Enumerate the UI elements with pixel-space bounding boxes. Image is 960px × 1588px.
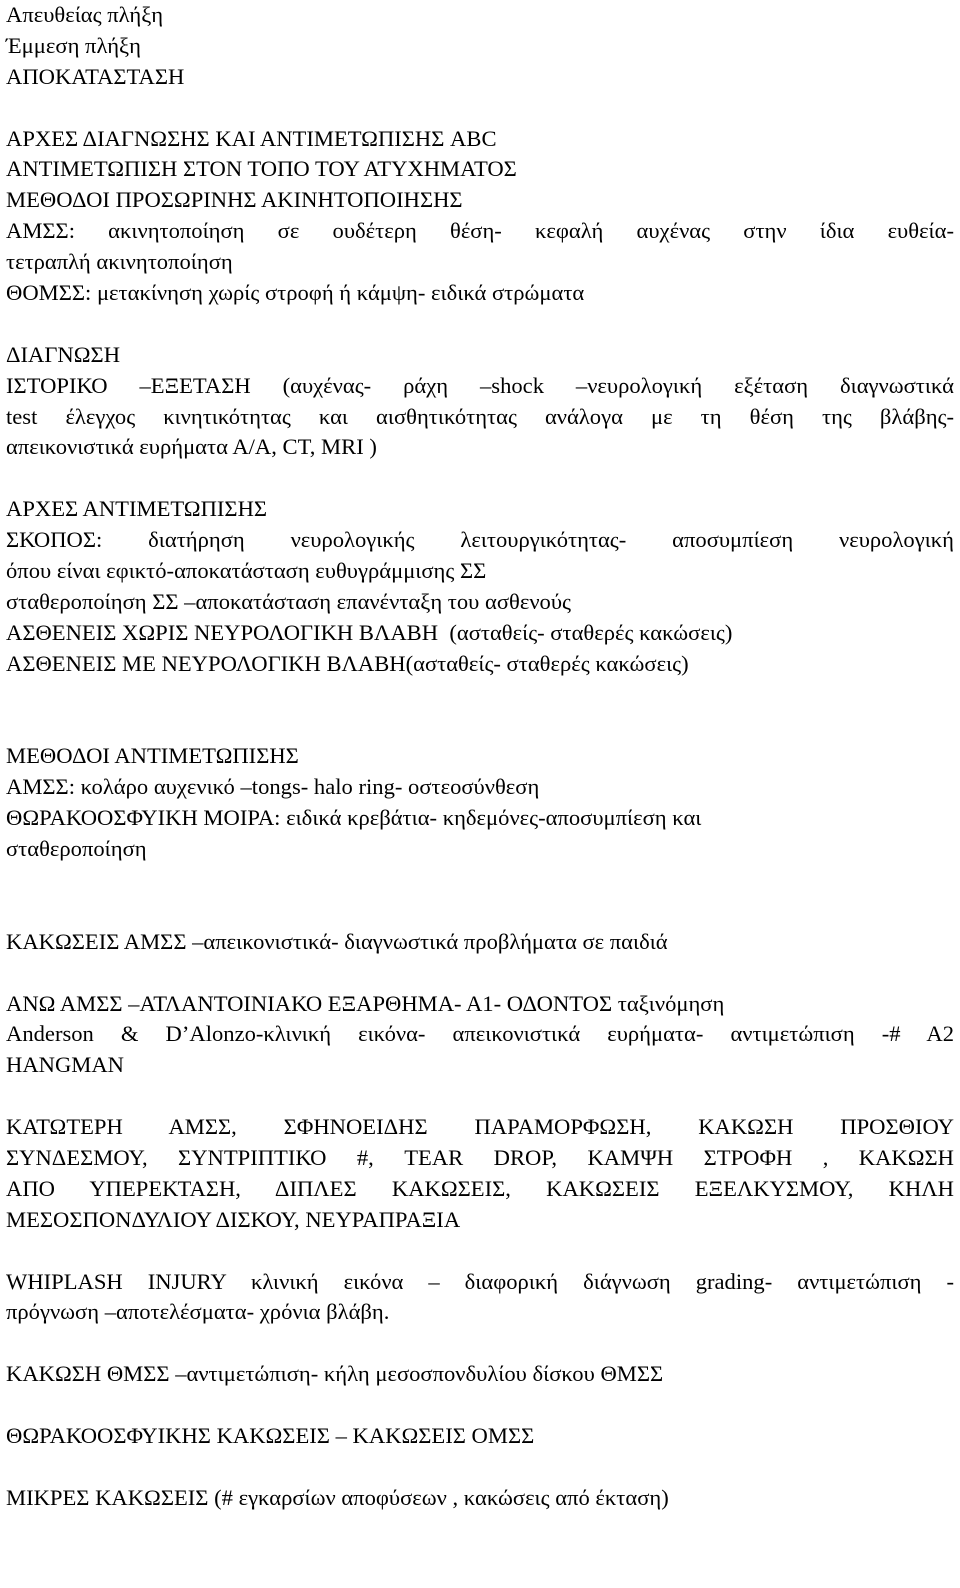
text-line: ΑΣΘΕΝΕΙΣ ΧΩΡΙΣ ΝΕΥΡΟΛΟΓΙΚΗ ΒΛΑΒΗ (ασταθείς- σταθερές κακώσεις) <box>6 619 733 645</box>
text-line: ΑΝΩ ΑΜΣΣ –ΑΤΛΑΝΤΟΙΝΙΑΚΟ ΕΞΑΡΘΗΜΑ- Α1- ΟΔΟΝΤΟΣ ταξινόμηση <box>6 990 725 1016</box>
text-line: ΘΩΡΑΚΟΟΣΦΥΙΚΗΣ ΚΑΚΩΣΕΙΣ – ΚΑΚΩΣΕΙΣ ΟΜΣΣ <box>6 1422 535 1448</box>
text-line: ΣΥΝΔΕΣΜΟΥ, ΣΥΝΤΡΙΠΤΙΚΟ #, TEAR DROP, ΚΑΜΨΗ ΣΤΡΟΦΗ , ΚΑΚΩΣΗ <box>6 1144 954 1170</box>
blank-line <box>6 309 954 340</box>
text-line: σταθεροποίηση <box>6 836 147 862</box>
text-line: ΔΙΑΓΝΩΣΗ <box>6 341 121 367</box>
blank-line <box>6 1452 954 1483</box>
blank-line <box>6 710 954 741</box>
blank-line <box>6 463 954 494</box>
text-line: πρόγνωση –αποτελέσματα- χρόνια βλάβη. <box>6 1299 390 1325</box>
text-line: ΜΙΚΡΕΣ ΚΑΚΩΣΕΙΣ (# εγκαρσίων αποφύσεων , κακώσεις από έκταση) <box>6 1484 669 1510</box>
blank-line <box>6 93 954 124</box>
blank-line <box>6 680 954 711</box>
text-line: ΚΑΚΩΣΗ ΘΜΣΣ –αντιμετώπιση- κήλη μεσοσπονδυλίου δίσκου ΘΜΣΣ <box>6 1361 664 1387</box>
text-line: ΘΩΡΑΚΟΟΣΦΥΙΚΗ ΜΟΙΡΑ: ειδικά κρεβάτια- κηδεμόνες-αποσυμπίεση και <box>6 805 702 831</box>
text-line: ΚΑΚΩΣΕΙΣ ΑΜΣΣ –απεικονιστικά- διαγνωστικά προβλήματα σε παιδιά <box>6 928 668 954</box>
text-line: ΜΕΘΟΔΟΙ ΠΡΟΣΩΡΙΝΗΣ ΑΚΙΝΗΤΟΠΟΙΗΣΗΣ <box>6 187 463 213</box>
text-line: Anderson & D’Alonzo-κλινική εικόνα- απεικονιστικά ευρήματα- αντιμετώπιση -# Α2 <box>6 1021 954 1047</box>
text-line: όπου είναι εφικτό-αποκατάσταση ευθυγράμμισης ΣΣ <box>6 558 487 584</box>
text-line: ΑΡΧΕΣ ΔΙΑΓΝΩΣΗΣ ΚΑΙ ΑΝΤΙΜΕΤΩΠΙΣΗΣ ABC <box>6 125 497 151</box>
blank-line <box>6 1328 954 1359</box>
text-line: ΚΑΤΩΤΕΡΗ ΑΜΣΣ, ΣΦΗΝΟΕΙΔΗΣ ΠΑΡΑΜΟΡΦΩΣΗ, ΚΑΚΩΣΗ ΠΡΟΣΘΙΟΥ <box>6 1114 954 1140</box>
text-line: ΑΜΣΣ: κολάρο αυχενικό –tongs- halo ring- οστεοσύνθεση <box>6 774 540 800</box>
text-line: ΜΕΘΟΔΟΙ ΑΝΤΙΜΕΤΩΠΙΣΗΣ <box>6 743 299 769</box>
text-line: ΣΚΟΠΟΣ: διατήρηση νευρολογικής λειτουργικότητας- αποσυμπίεση νευρολογική <box>6 527 954 553</box>
text-line: Απευθείας πλήξη <box>6 2 164 27</box>
text-line: ΙΣΤΟΡΙΚΟ –ΕΞΕΤΑΣΗ (αυχένας- ράχη –shock –νευρολογική εξέταση διαγνωστικά <box>6 372 954 398</box>
document-page <box>6 0 954 1514</box>
blank-line <box>6 1390 954 1421</box>
text-line: ΑΜΣΣ: ακινητοποίηση σε ουδέτερη θέση- κεφαλή αυχένας στην ίδια ευθεία- <box>6 218 954 244</box>
text-line: test έλεγχος κινητικότητας και αισθητικότητας ανάλογα με τη θέση της βλάβης- <box>6 403 954 429</box>
text-line: HANGMAN <box>6 1052 124 1078</box>
text-line: ΑΠΟ ΥΠΕΡΕΚΤΑΣΗ, ΔΙΠΛΕΣ ΚΑΚΩΣΕΙΣ, ΚΑΚΩΣΕΙΣ ΕΞΕΛΚΥΣΜΟΥ, ΚΗΛΗ <box>6 1175 954 1201</box>
blank-line <box>6 1081 954 1112</box>
text-line: ΘΟΜΣΣ: μετακίνηση χωρίς στροφή ή κάμψη- ειδικά στρώματα <box>6 280 585 306</box>
text-line: τετραπλή ακινητοποίηση <box>6 249 233 275</box>
text-line: WHIPLASH INJURY κλινική εικόνα – διαφορική διάγνωση grading- αντιμετώπιση - <box>6 1268 954 1294</box>
text-line: απεικονιστικά ευρήματα Α/Α, CT, MRI ) <box>6 434 377 460</box>
text-line: ΑΝΤΙΜΕΤΩΠΙΣΗ ΣΤΟΝ ΤΟΠΟ ΤΟΥ ΑΤΥΧΗΜΑΤΟΣ <box>6 156 517 182</box>
text-line: ΑΡΧΕΣ ΑΝΤΙΜΕΤΩΠΙΣΗΣ <box>6 496 268 522</box>
blank-line <box>6 896 954 927</box>
blank-line <box>6 958 954 989</box>
blank-line <box>6 865 954 896</box>
text-line: σταθεροποίηση ΣΣ –αποκατάσταση επανένταξη του ασθενούς <box>6 588 571 614</box>
text-line: ΜΕΣΟΣΠΟΝΔΥΛΙΟΥ ΔΙΣΚΟΥ, ΝΕΥΡΑΠΡΑΞΙΑ <box>6 1206 461 1232</box>
text-line: ΑΠΟΚΑΤΑΣΤΑΣΗ <box>6 63 185 89</box>
text-line: ΑΣΘΕΝΕΙΣ ΜΕ ΝΕΥΡΟΛΟΓΙΚΗ ΒΛΑΒΗ(ασταθείς- σταθερές κακώσεις) <box>6 650 689 676</box>
text-line: Έμμεση πλήξη <box>6 32 141 58</box>
blank-line <box>6 1236 954 1267</box>
